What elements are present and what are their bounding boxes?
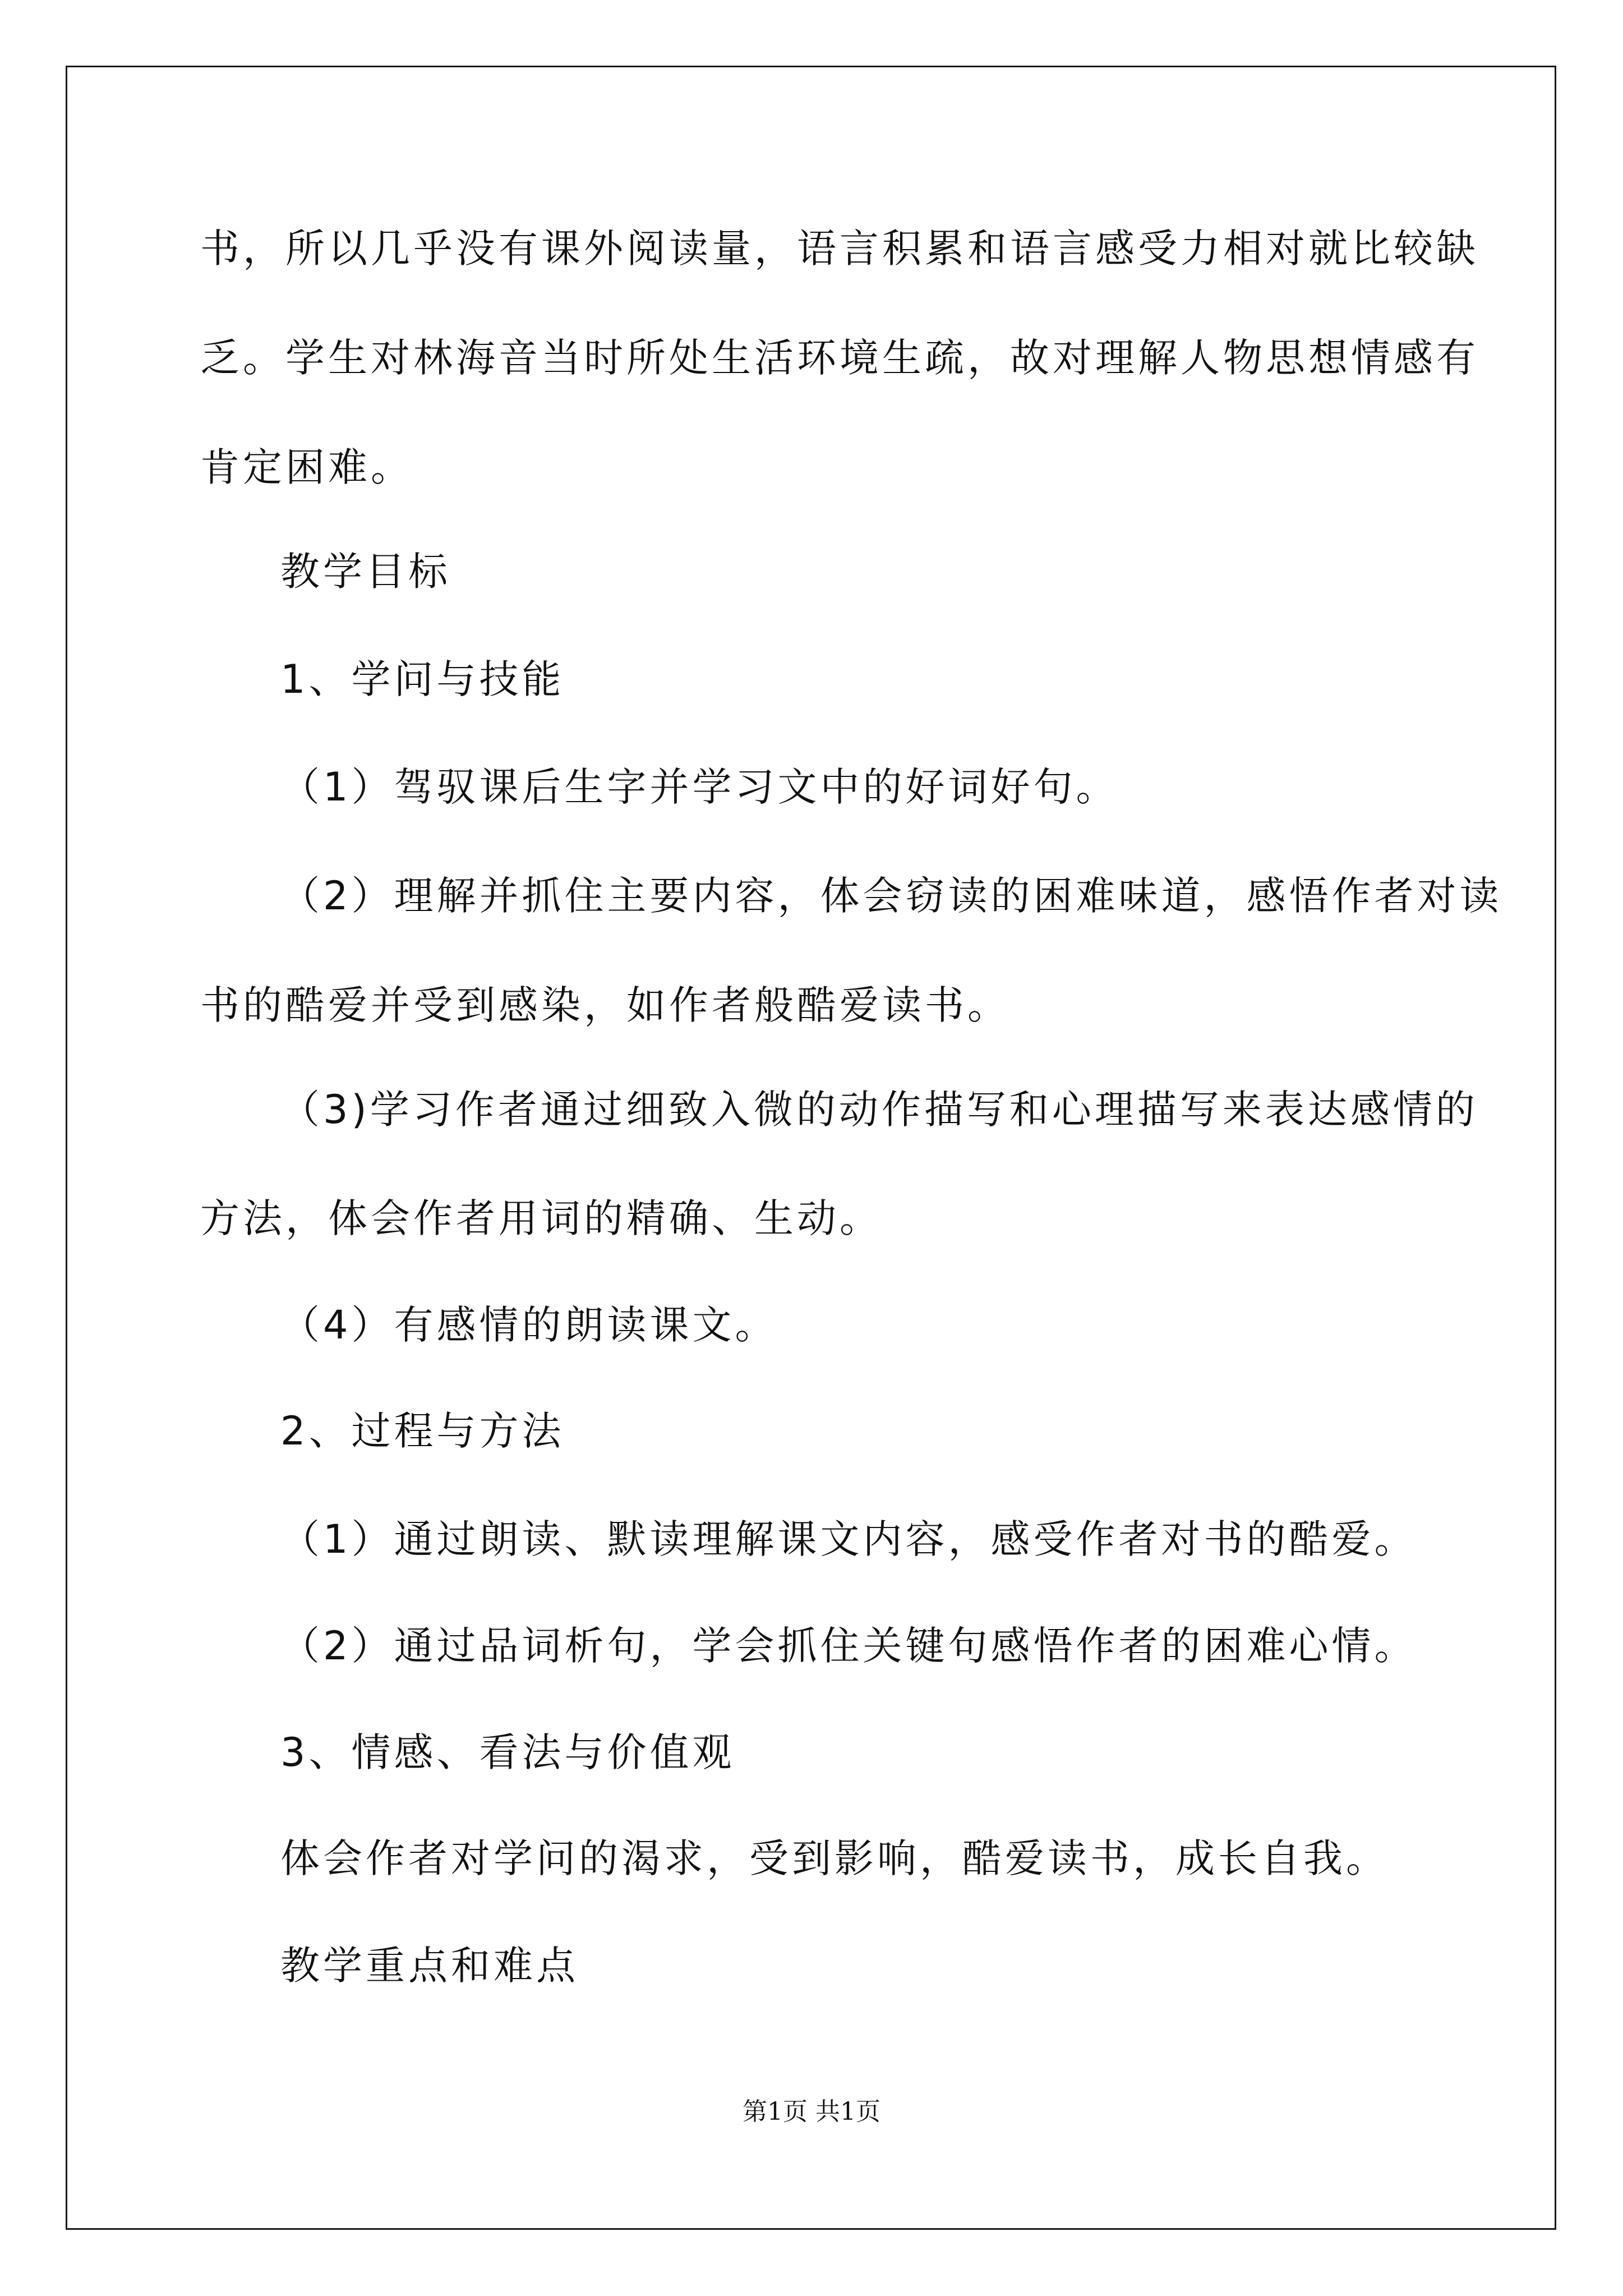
list-item: （2）通过品词析句，学会抓住关键句感悟作者的困难心情。 (280, 1623, 1417, 1669)
page-border (66, 66, 1556, 2230)
paragraph-line: 体会作者对学问的渴求，受到影响，酷爱读书，成长自我。 (280, 1835, 1389, 1881)
subsection-heading: 3、情感、看法与价值观 (280, 1729, 735, 1775)
list-item: （1）通过朗读、默读理解课文内容，感受作者对书的酷爱。 (280, 1516, 1417, 1562)
list-item: （2）理解并抓住主要内容，体会窃读的困难味道，感悟作者对读 (280, 873, 1502, 919)
subsection-heading: 1、学问与技能 (280, 656, 565, 702)
paragraph-line: 乏。学生对林海音当时所处生活环境生疏，故对理解人物思想情感有 (200, 335, 1479, 381)
section-heading: 教学重点和难点 (280, 1943, 579, 1989)
paragraph-line: 肯定困难。 (200, 444, 413, 490)
paragraph-line: 书的酷爱并受到感染，如作者般酷爱读书。 (200, 982, 1010, 1028)
list-item: （1）驾驭课后生字并学习文中的好词好句。 (280, 764, 1119, 810)
list-item: （3)学习作者通过细致入微的动作描写和心理描写来表达感情的 (280, 1087, 1478, 1133)
subsection-heading: 2、过程与方法 (280, 1408, 565, 1454)
paragraph-line: 书，所以几乎没有课外阅读量，语言积累和语言感受力相对就比较缺 (200, 226, 1479, 272)
paragraph-line: 方法，体会作者用词的精确、生动。 (200, 1195, 882, 1241)
list-item: （4）有感情的朗读课文。 (280, 1302, 778, 1348)
section-heading: 教学目标 (280, 549, 451, 595)
page-footer: 第1页 共1页 (743, 2097, 880, 2126)
